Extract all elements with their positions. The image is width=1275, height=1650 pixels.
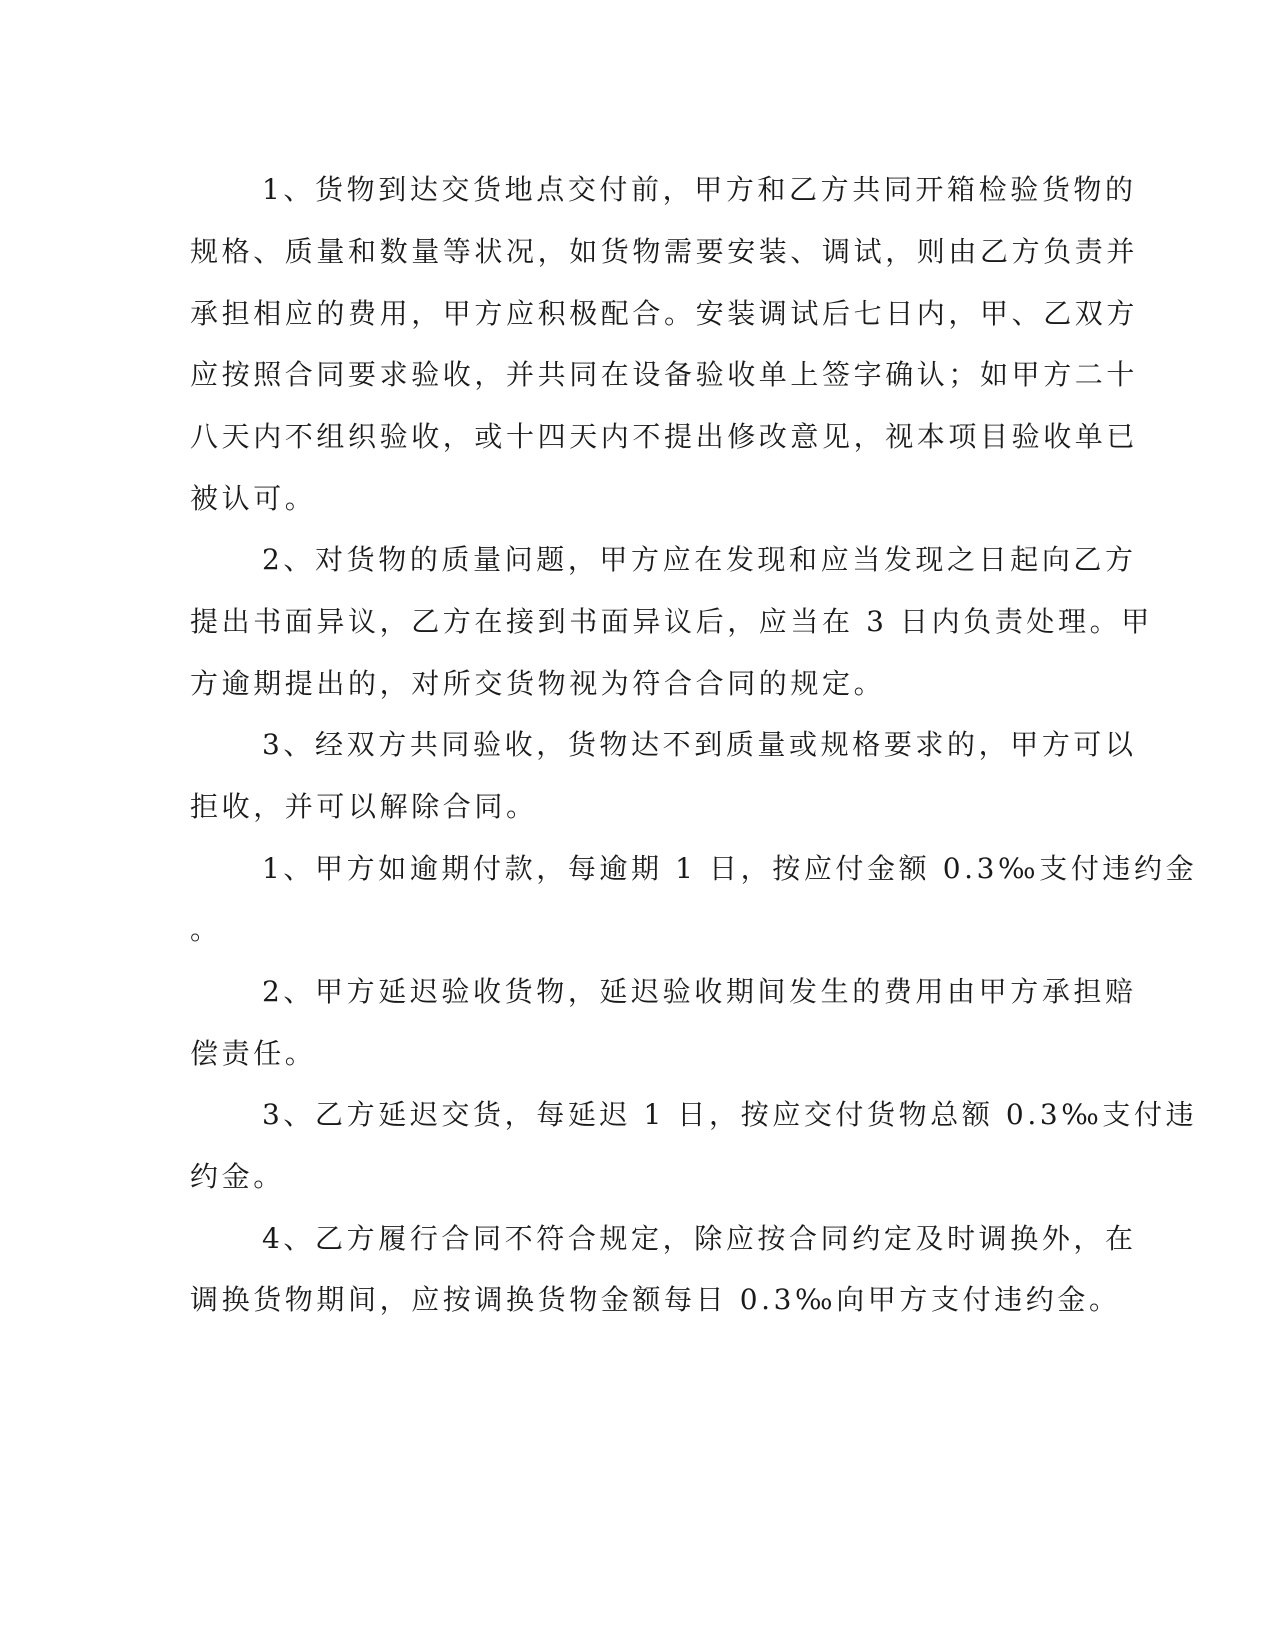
text-line: 提出书面异议，乙方在接到书面异议后，应当在 3 日内负责处理。甲 — [190, 605, 1153, 638]
text-line: 1、甲方如逾期付款，每逾期 1 日，按应付金额 0.3‰支付违约金 — [262, 852, 1198, 885]
text-line: 3、经双方共同验收，货物达不到质量或规格要求的，甲方可以 — [262, 728, 1137, 761]
text-line: 3、乙方延迟交货，每延迟 1 日，按应交付货物总额 0.3‰支付违 — [262, 1098, 1198, 1131]
text-line: 。 — [190, 913, 222, 946]
text-line: 规格、质量和数量等状况，如货物需要安装、调试，则由乙方负责并 — [190, 235, 1139, 268]
text-line: 2、甲方延迟验收货物，延迟验收期间发生的费用由甲方承担赔 — [262, 975, 1137, 1008]
text-line: 承担相应的费用，甲方应积极配合。安装调试后七日内，甲、乙双方 — [190, 297, 1139, 330]
text-line: 调换货物期间，应按调换货物金额每日 0.3‰向甲方支付违约金。 — [190, 1283, 1121, 1316]
text-line: 拒收，并可以解除合同。 — [190, 790, 538, 823]
text-line: 八天内不组织验收，或十四天内不提出修改意见，视本项目验收单已 — [190, 420, 1139, 453]
text-line: 1、货物到达交货地点交付前，甲方和乙方共同开箱检验货物的 — [262, 173, 1137, 206]
text-line: 4、乙方履行合同不符合规定，除应按合同约定及时调换外，在 — [262, 1222, 1137, 1255]
text-line: 2、对货物的质量问题，甲方应在发现和应当发现之日起向乙方 — [262, 543, 1137, 576]
text-line: 被认可。 — [190, 482, 317, 515]
text-line: 应按照合同要求验收，并共同在设备验收单上签字确认；如甲方二十 — [190, 358, 1139, 391]
text-line: 偿责任。 — [190, 1037, 317, 1070]
text-line: 方逾期提出的，对所交货物视为符合合同的规定。 — [190, 667, 886, 700]
text-line: 约金。 — [190, 1160, 285, 1193]
